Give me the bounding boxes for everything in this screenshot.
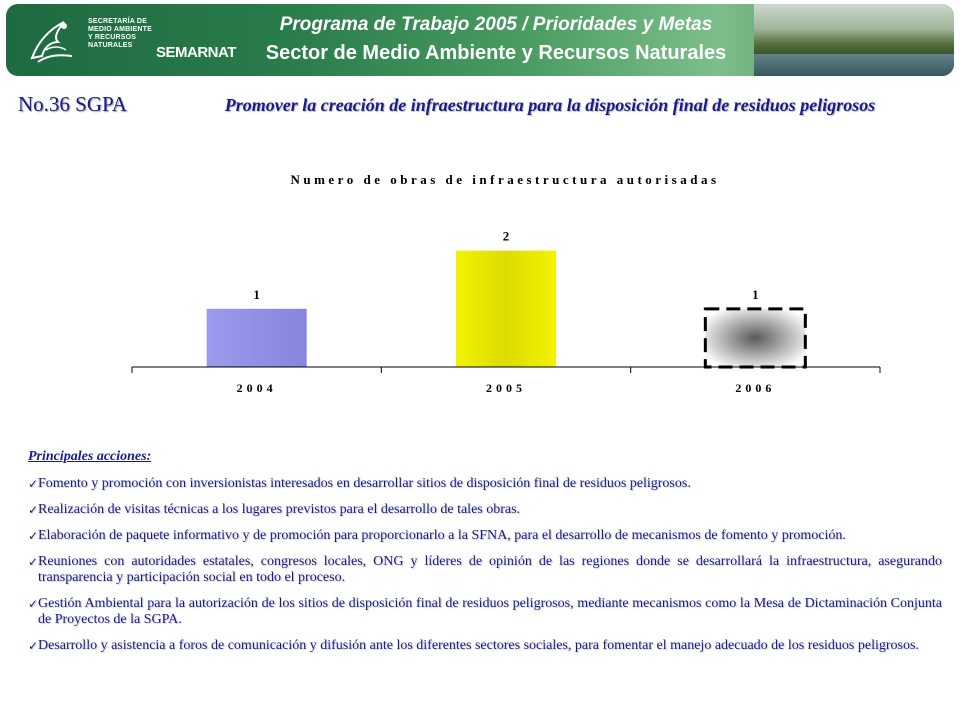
checkmark-icon: ✓ [28, 477, 39, 491]
action-text: Desarrollo y asistencia a foros de comunicación y difusión ante los diferentes sectores sociales, para fomentar el manejo adecuado de los residuos peligrosos. [38, 638, 919, 653]
slide-subtitle: Promover la creación de infraestructura para la disposición final de residuos peligrosos [224, 95, 876, 115]
checkmark-icon: ✓ [28, 597, 39, 611]
program-title: Programa de Trabajo 2005 / Prioridades y Metas [279, 14, 713, 35]
action-text: Gestión Ambiental para la autorización de los sitios de disposición final de residuos peligrosos, mediante mecanismos como la Mesa de Dictaminación Conjunta de Proyectos de la SGPA. [38, 596, 942, 627]
action-text: Elaboración de paquete informativo y de promoción para proporcionarlo a la SFNA, para el desarrollo de mecanismos de fomento y promoción. [38, 528, 846, 543]
action-item [28, 502, 942, 518]
slide-code: No.36 SGPA [18, 92, 127, 116]
data-label-2005: 2 [502, 228, 510, 244]
bar-2005 [456, 251, 556, 367]
action-item [28, 528, 942, 544]
checkmark-icon: ✓ [28, 639, 39, 653]
action-item [28, 638, 942, 654]
x-tick-label-2006: 2006 [735, 381, 776, 395]
action-text: Reuniones con autoridades estatales, congresos locales, ONG y líderes de opinión de las regiones donde se desarrollará la infraestructura, asegurando transparencia y participación social en todo el proceso. [38, 554, 942, 585]
actions-list [28, 476, 942, 664]
sector-title: Sector de Medio Ambiente y Recursos Naturales [265, 42, 727, 64]
x-tick-label-2004: 2004 [236, 381, 277, 395]
logo-text: SECRETARÍA DE MEDIO AMBIENTE Y RECURSOS NATURALES [88, 18, 152, 49]
actions-title: Principales acciones: [28, 449, 152, 464]
action-text: Realización de visitas técnicas a los lugares previstos para el desarrollo de tales obras. [38, 502, 521, 517]
bar-2004 [207, 309, 307, 367]
data-label-2004: 1 [253, 286, 260, 302]
bar-2006 [705, 309, 805, 367]
brand-name: SEMARNAT [156, 44, 236, 61]
action-item [28, 554, 942, 586]
checkmark-icon: ✓ [28, 503, 39, 517]
x-tick-label-2005: 2005 [486, 381, 526, 395]
chart-title: Numero de obras de infraestructura autorisadas [290, 172, 720, 187]
data-label-2006: 1 [752, 286, 759, 302]
action-text: Fomento y promoción con inversionistas interesados en desarrollar sitios de disposición final de residuos peligrosos. [38, 476, 691, 491]
action-item [28, 596, 942, 628]
checkmark-icon: ✓ [28, 529, 39, 543]
checkmark-icon: ✓ [28, 555, 39, 569]
action-item [28, 476, 942, 492]
